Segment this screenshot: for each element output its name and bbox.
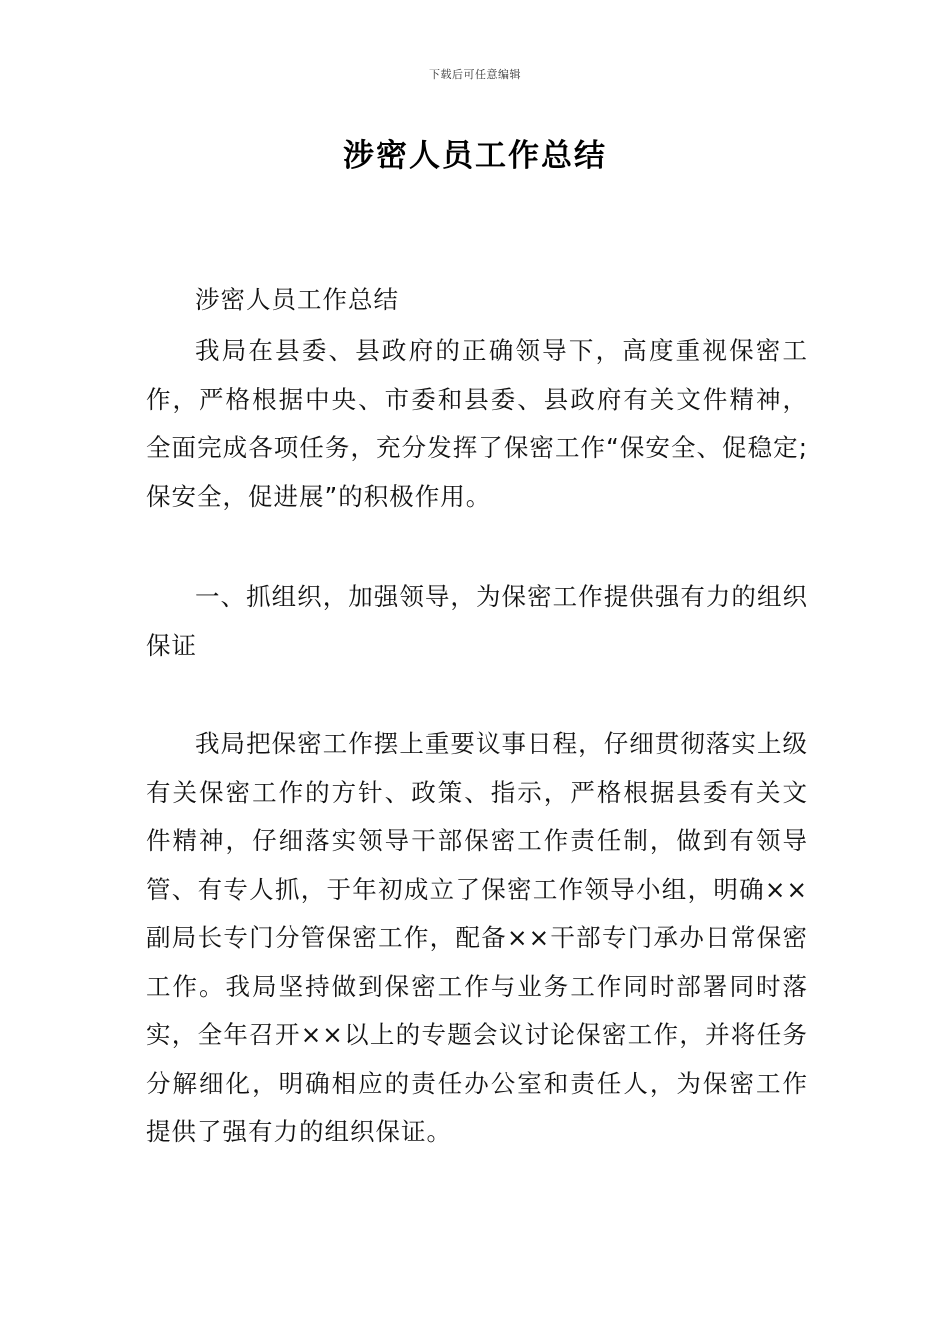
paragraph-body-1: 我局把保密工作摆上重要议事日程，仔细贯彻落实上级有关保密工作的方针、政策、指示，严格根据县委有关文件精神，仔细落实领导干部保密工作责任制，做到有领导管、有专人抓，于年初成立了保密工作领导小组，明确××副局长专门分管保密工作，配备××干部专门承办日常保密工作。我局坚持做到保密工作与业务工作同时部署同时落实，全年召开××以上的专题会议讨论保密工作，并将任务分解细化，明确相应的责任办公室和责任人，为保密工作提供了强有力的组织保证。	[146, 729, 808, 1146]
paragraph-intro: 我局在县委、县政府的正确领导下，高度重视保密工作，严格根据中央、市委和县委、县政府有关文件精神，全面完成各项任务，充分发挥了保密工作“保安全、促稳定;保安全，促进展”的积极作用。	[146, 336, 808, 511]
document-title: 涉密人员工作总结	[343, 138, 607, 174]
section-heading-1: 一、抓组织，加强领导，为保密工作提供强有力的组织保证	[146, 582, 808, 660]
header-note: 下载后可任意编辑	[429, 68, 521, 81]
paragraph-subtitle: 涉密人员工作总结	[195, 285, 399, 314]
